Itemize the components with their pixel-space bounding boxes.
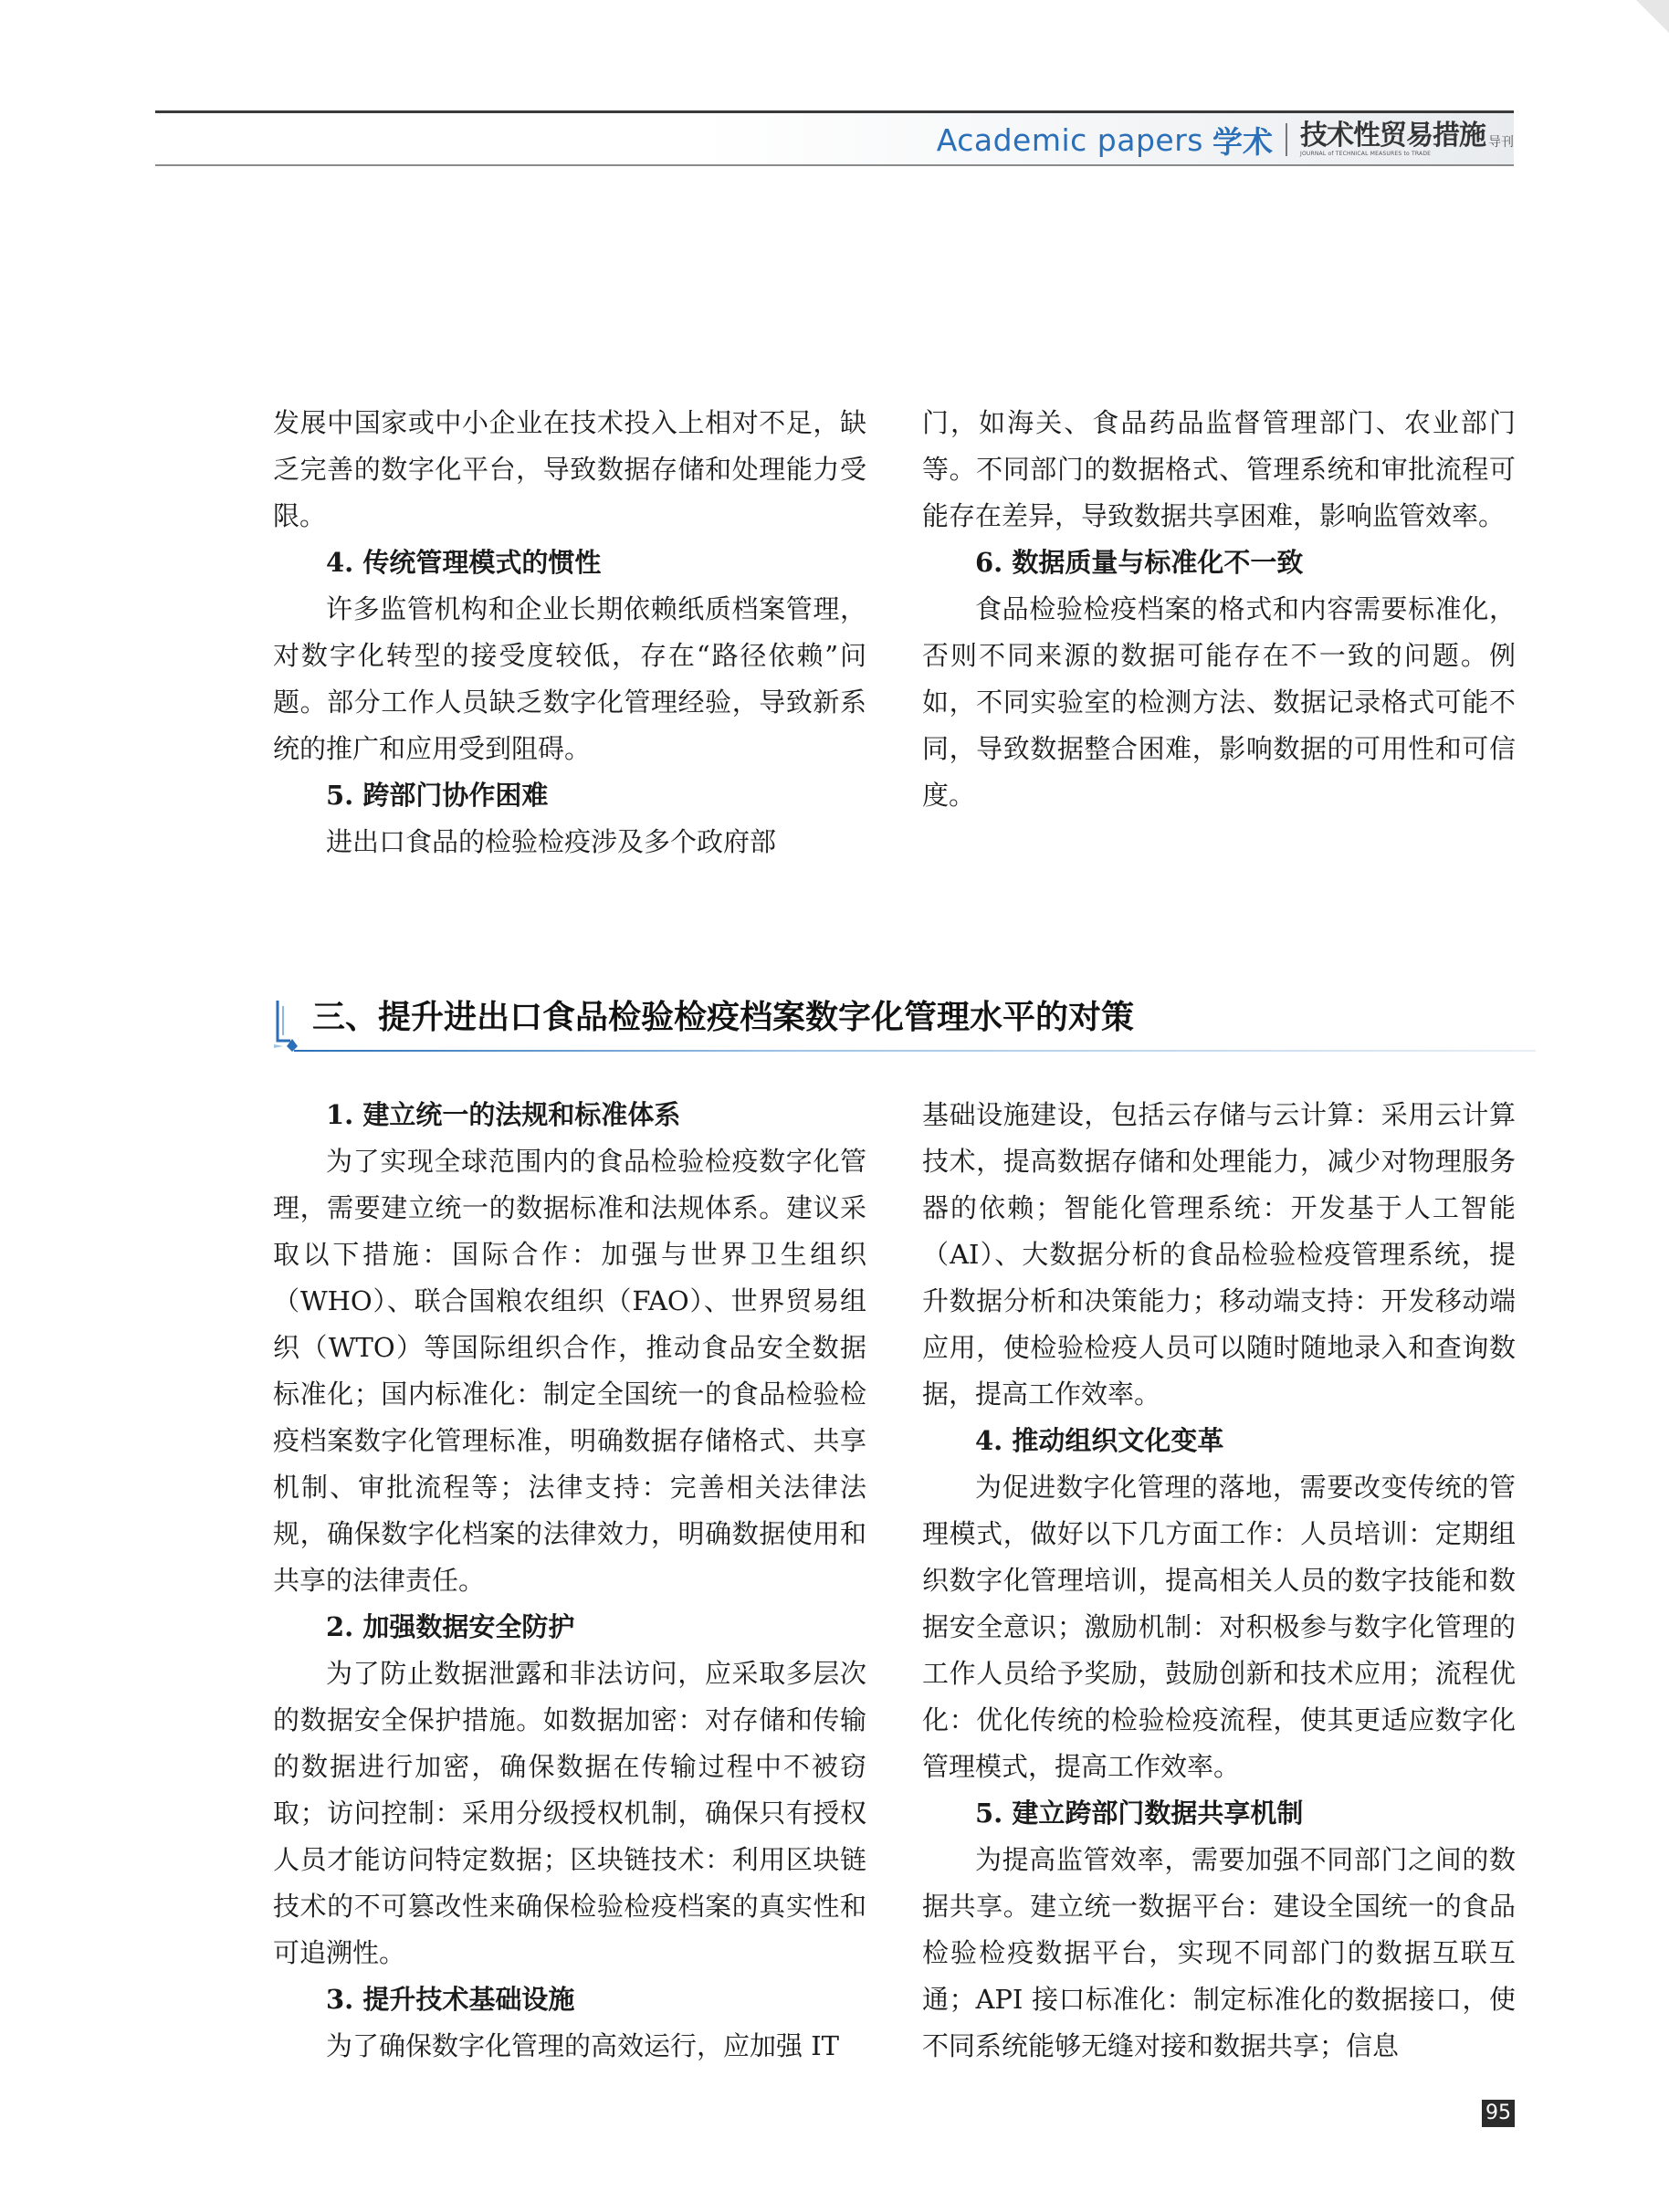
page-corner-fold <box>1636 0 1669 33</box>
paragraph: 发展中国家或中小企业在技术投入上相对不足，缺乏完善的数字化平台，导致数据存储和处理能力受限。 <box>273 407 866 531</box>
paragraph: 为了确保数字化管理的高效运行，应加强 IT <box>326 2030 840 2061</box>
column-top-left <box>273 400 866 865</box>
section-label-en: Academic papers <box>936 121 1203 158</box>
column-bottom-left <box>273 1092 866 2070</box>
journal-logo <box>1300 121 1514 158</box>
subsection-heading: 3. 提升技术基础设施 <box>326 1984 575 2015</box>
subsection-heading: 1. 建立统一的法规和标准体系 <box>326 1099 681 1130</box>
journal-name-suffix: 导刊 <box>1488 135 1514 150</box>
section-underline <box>294 1050 1536 1052</box>
header-rule-bottom <box>155 164 1514 166</box>
section-label-cn: 学术 <box>1212 123 1273 160</box>
subsection-heading: 5. 建立跨部门数据共享机制 <box>975 1798 1304 1829</box>
paragraph: 门，如海关、食品药品监督管理部门、农业部门等。不同部门的数据格式、管理系统和审批流程可能存在差异，导致数据共享困难，影响监管效率。 <box>922 407 1516 531</box>
column-top-right <box>922 400 1516 819</box>
section-heading <box>274 995 1534 1041</box>
subsection-heading: 4. 传统管理模式的惯性 <box>326 547 602 578</box>
paragraph: 基础设施建设，包括云存储与云计算：采用云计算技术，提高数据存储和处理能力，减少对物理服务器的依赖；智能化管理系统：开发基于人工智能（AI）、大数据分析的食品检验检疫管理系统，提升数据分析和决策能力；移动端支持：开发移动端应用，使检验检疫人员可以随时随地录入和查询数据，提高工作效率。 <box>922 1099 1516 1410</box>
subsection-heading: 4. 推动组织文化变革 <box>975 1425 1224 1456</box>
paragraph: 为了实现全球范围内的食品检验检疫数字化管理，需要建立统一的数据标准和法规体系。建议采取以下措施：国际合作：加强与世界卫生组织（WHO）、联合国粮农组织（FAO）、世界贸易组织（WTO）等国际组织合作，推动食品安全数据标准化；国内标准化：制定全国统一的食品检验检疫档案数字化管理标准，明确数据存储格式、共享机制、审批流程等；法律支持：完善相关法律法规，确保数字化档案的法律效力，明确数据使用和共享的法律责任。 <box>273 1146 866 1596</box>
paragraph: 进出口食品的检验检疫涉及多个政府部 <box>326 826 777 857</box>
paragraph: 许多监管机构和企业长期依赖纸质档案管理，对数字化转型的接受度较低，存在“路径依赖”问题。部分工作人员缺乏数字化管理经验，导致新系统的推广和应用受到阻碍。 <box>273 593 866 764</box>
paragraph: 为促进数字化管理的落地，需要改变传统的管理模式，做好以下几方面工作：人员培训：定期组织数字化管理培训，提高相关人员的数字技能和数据安全意识；激励机制：对积极参与数字化管理的工作人员给予奖励，鼓励创新和技术应用；流程优化：优化传统的检验检疫流程，使其更适应数字化管理模式，提高工作效率。 <box>922 1472 1516 1782</box>
subsection-heading: 6. 数据质量与标准化不一致 <box>975 547 1304 578</box>
section-bracket-icon <box>274 999 307 1054</box>
paragraph: 食品检验检疫档案的格式和内容需要标准化，否则不同来源的数据可能存在不一致的问题。例如，不同实验室的检测方法、数据记录格式可能不同，导致数据整合困难，影响数据的可用性和可信度。 <box>922 593 1516 811</box>
paragraph: 为提高监管效率，需要加强不同部门之间的数据共享。建立统一数据平台：建设全国统一的食品检验检疫数据平台，实现不同部门的数据互联互通；API 接口标准化：制定标准化的数据接口，使不同系统能够无缝对接和数据共享；信息 <box>922 1844 1516 2061</box>
subsection-heading: 5. 跨部门协作困难 <box>326 780 549 811</box>
journal-name-en: JOURNAL of TECHNICAL MEASURES to TRADE <box>1300 151 1432 157</box>
paragraph: 为了防止数据泄露和非法访问，应采取多层次的数据安全保护措施。如数据加密：对存储和传输的数据进行加密，确保数据在传输过程中不被窃取；访问控制：采用分级授权机制，确保只有授权人员才能访问特定数据；区块链技术：利用区块链技术的不可篡改性来确保检验检疫档案的真实性和可追溯性。 <box>273 1658 866 1968</box>
journal-name-cn: 技术性贸易措施 <box>1300 120 1485 152</box>
column-bottom-right <box>922 1092 1516 2070</box>
page-number: 95 <box>1482 2100 1515 2127</box>
running-header <box>937 117 1514 162</box>
header-rule-top <box>155 110 1514 113</box>
section-title: 三、提升进出口食品检验检疫档案数字化管理水平的对策 <box>312 999 1135 1036</box>
header-divider <box>1286 123 1287 156</box>
subsection-heading: 2. 加强数据安全防护 <box>326 1611 575 1642</box>
